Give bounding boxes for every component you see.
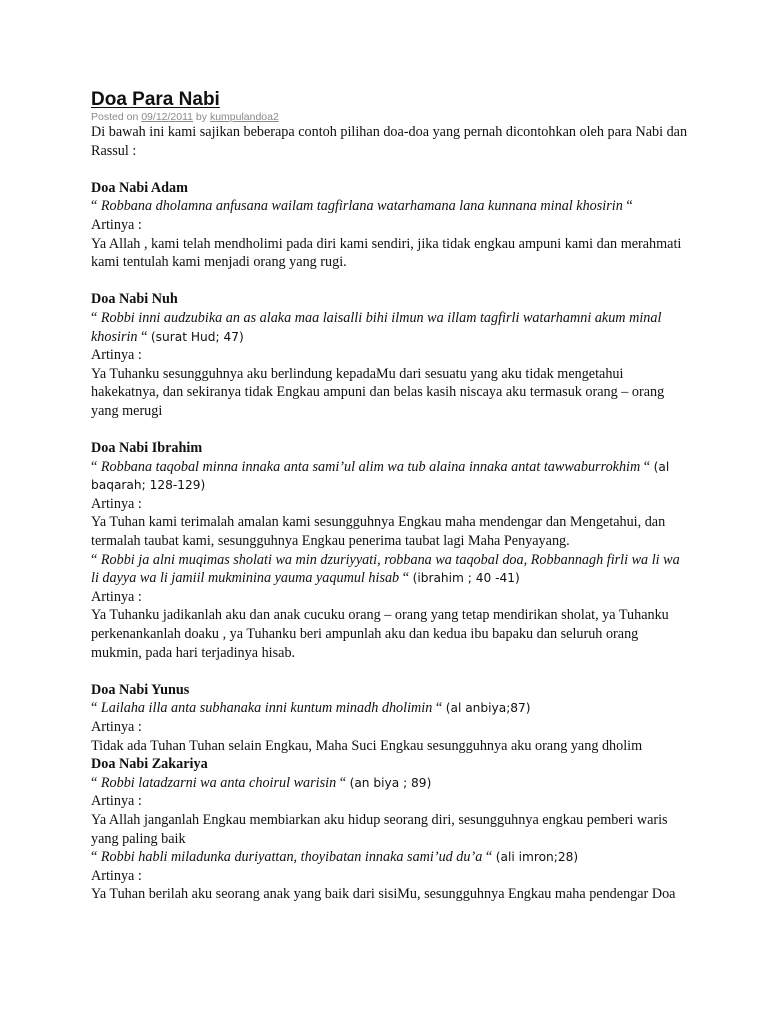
prayer-transliteration: Robbi ja alni muqimas sholati wa min dzuriyyati, robbana wa taqobal doa, Robbannagh firli wa li wa li dayya wa li jamiil mukminina yauma yaqumul hisab [91, 551, 680, 587]
prayer-text [91, 774, 691, 793]
intro-paragraph: Di bawah ini kami sajikan beberapa contoh pilihan doa-doa yang pernah dicontohkan oleh para Nabi dan Rassul : [91, 124, 688, 159]
section-heading: Doa Nabi Ibrahim [91, 440, 203, 457]
open-quote: “ [91, 458, 98, 475]
section-spacer [91, 272, 691, 291]
prayer-meaning: Ya Tuhan kami terimalah amalan kami sesungguhnya Engkau maha mendengar dan Mengetahui, dan termalah taubat kami, sesungguhnya Engkau penerima taubat lagi Maha Penyayang. [91, 514, 666, 550]
artinya-label: Artinya : [91, 719, 142, 735]
prayer-transliteration: Robbi latadzarni wa anta choirul warisin [100, 774, 337, 791]
author-link[interactable]: kumpulandoa2 [209, 111, 279, 123]
section-spacer [91, 421, 691, 440]
prayer-reference: (al anbiya;87) [445, 701, 531, 716]
artinya-label: Artinya : [91, 347, 142, 364]
section-spacer [91, 160, 691, 179]
prayer-text [91, 197, 691, 216]
prayer-section [91, 755, 691, 904]
prayer-meaning: Ya Tuhanku jadikanlah aku dan anak cucuku orang – orang yang tetap mendirikan sholat, ya Tuhanku perkenankanlah doaku , ya Tuhanku beri ampunlah aku dan kedua ibu bapaku dan seluruh orang mukmin, pada hari terjadinya hisab. [91, 607, 669, 661]
prayer-meaning: Ya Tuhanku sesungguhnya aku berlindung kepadaMu dari sesuatu yang aku tidak mengetahui hakekatnya, dan sekiranya tidak Engkau ampuni dan belas kasih niscaya aku termasuk orang – orang yang merugi [91, 365, 665, 419]
section-heading: Doa Nabi Adam [91, 179, 188, 196]
close-quote: “ [141, 328, 148, 345]
open-quote: “ [91, 551, 98, 568]
close-quote: “ [402, 570, 410, 587]
post-date-link[interactable]: 09/12/2011 [141, 111, 193, 123]
prayer-meaning: Ya Allah janganlah Engkau membiarkan aku hidup seorang diri, sesungguhnya engkau pemberi waris yang paling baik [91, 811, 668, 847]
close-quote: “ [643, 458, 651, 475]
prayer-text [91, 309, 691, 346]
prayer-transliteration: Robbana taqobal minna innaka anta sami’ul alim wa tub alaina innaka antat tawwaburrokhim [100, 458, 641, 475]
prayer-text [91, 458, 691, 495]
prayer-reference: (al baqarah; 128-129) [91, 459, 670, 493]
prayer-section [91, 439, 691, 662]
prayer-text [91, 551, 691, 588]
posted-on-label: Posted on [91, 111, 139, 123]
by-label: by [195, 111, 208, 123]
prayer-transliteration: Lailaha illa anta subhanaka inni kuntum minadh dholimin [100, 700, 433, 717]
page-title: Doa Para Nabi [91, 89, 220, 110]
prayer-transliteration: Robbi inni audzubika an as alaka maa laisalli bihi ilmun wa illam tagfirli watarhamni akum minal khosirin [91, 309, 662, 345]
section-spacer [91, 662, 691, 681]
prayer-transliteration: Robbana dholamna anfusana wailam tagfirlana watarhamana lana kunnana minal khosirin [100, 198, 623, 215]
artinya-label: Artinya : [91, 793, 142, 810]
prayer-transliteration: Robbi habli miladunka duriyattan, thoyibatan innaka sami’ud du’a [100, 849, 483, 866]
open-quote: “ [91, 700, 98, 717]
prayer-meaning: Ya Tuhan berilah aku seorang anak yang baik dari sisiMu, sesungguhnya Engkau maha pendengar Doa [91, 886, 676, 903]
post-meta [91, 111, 691, 123]
artinya-label: Artinya : [91, 588, 142, 605]
section-heading: Doa Nabi Yunus [91, 681, 190, 698]
artinya-label: Artinya : [91, 495, 142, 512]
prayer-section [91, 179, 691, 272]
artinya-label: Artinya : [91, 216, 142, 233]
prayer-meaning: Tidak ada Tuhan Tuhan selain Engkau, Maha Suci Engkau sesungguhnya aku orang yang dholim [91, 737, 643, 754]
prayer-meaning: Ya Allah , kami telah mendholimi pada diri kami sendiri, jika tidak engkau ampuni kami dan merahmati kami tentulah kami menjadi orang yang rugi. [91, 235, 682, 271]
open-quote: “ [91, 774, 98, 791]
open-quote: “ [91, 198, 98, 215]
prayer-reference: (an biya ; 89) [349, 775, 432, 790]
artinya-label: Artinya : [91, 867, 142, 884]
prayer-section [91, 681, 691, 755]
prayer-section [91, 290, 691, 420]
close-quote: “ [435, 700, 443, 717]
prayer-reference: (ibrahim ; 40 -41) [412, 571, 520, 586]
open-quote: “ [91, 309, 98, 326]
close-quote: “ [626, 198, 633, 215]
prayer-sections [91, 160, 691, 904]
close-quote: “ [339, 774, 347, 791]
section-heading: Doa Nabi Zakariya [91, 756, 208, 773]
article [91, 88, 691, 904]
close-quote: “ [485, 849, 493, 866]
open-quote: “ [91, 849, 98, 866]
prayer-text [91, 848, 691, 867]
section-heading: Doa Nabi Nuh [91, 291, 178, 308]
prayer-reference: (surat Hud; 47) [150, 329, 244, 344]
prayer-reference: (ali imron;28) [495, 850, 579, 865]
prayer-text [91, 699, 691, 718]
